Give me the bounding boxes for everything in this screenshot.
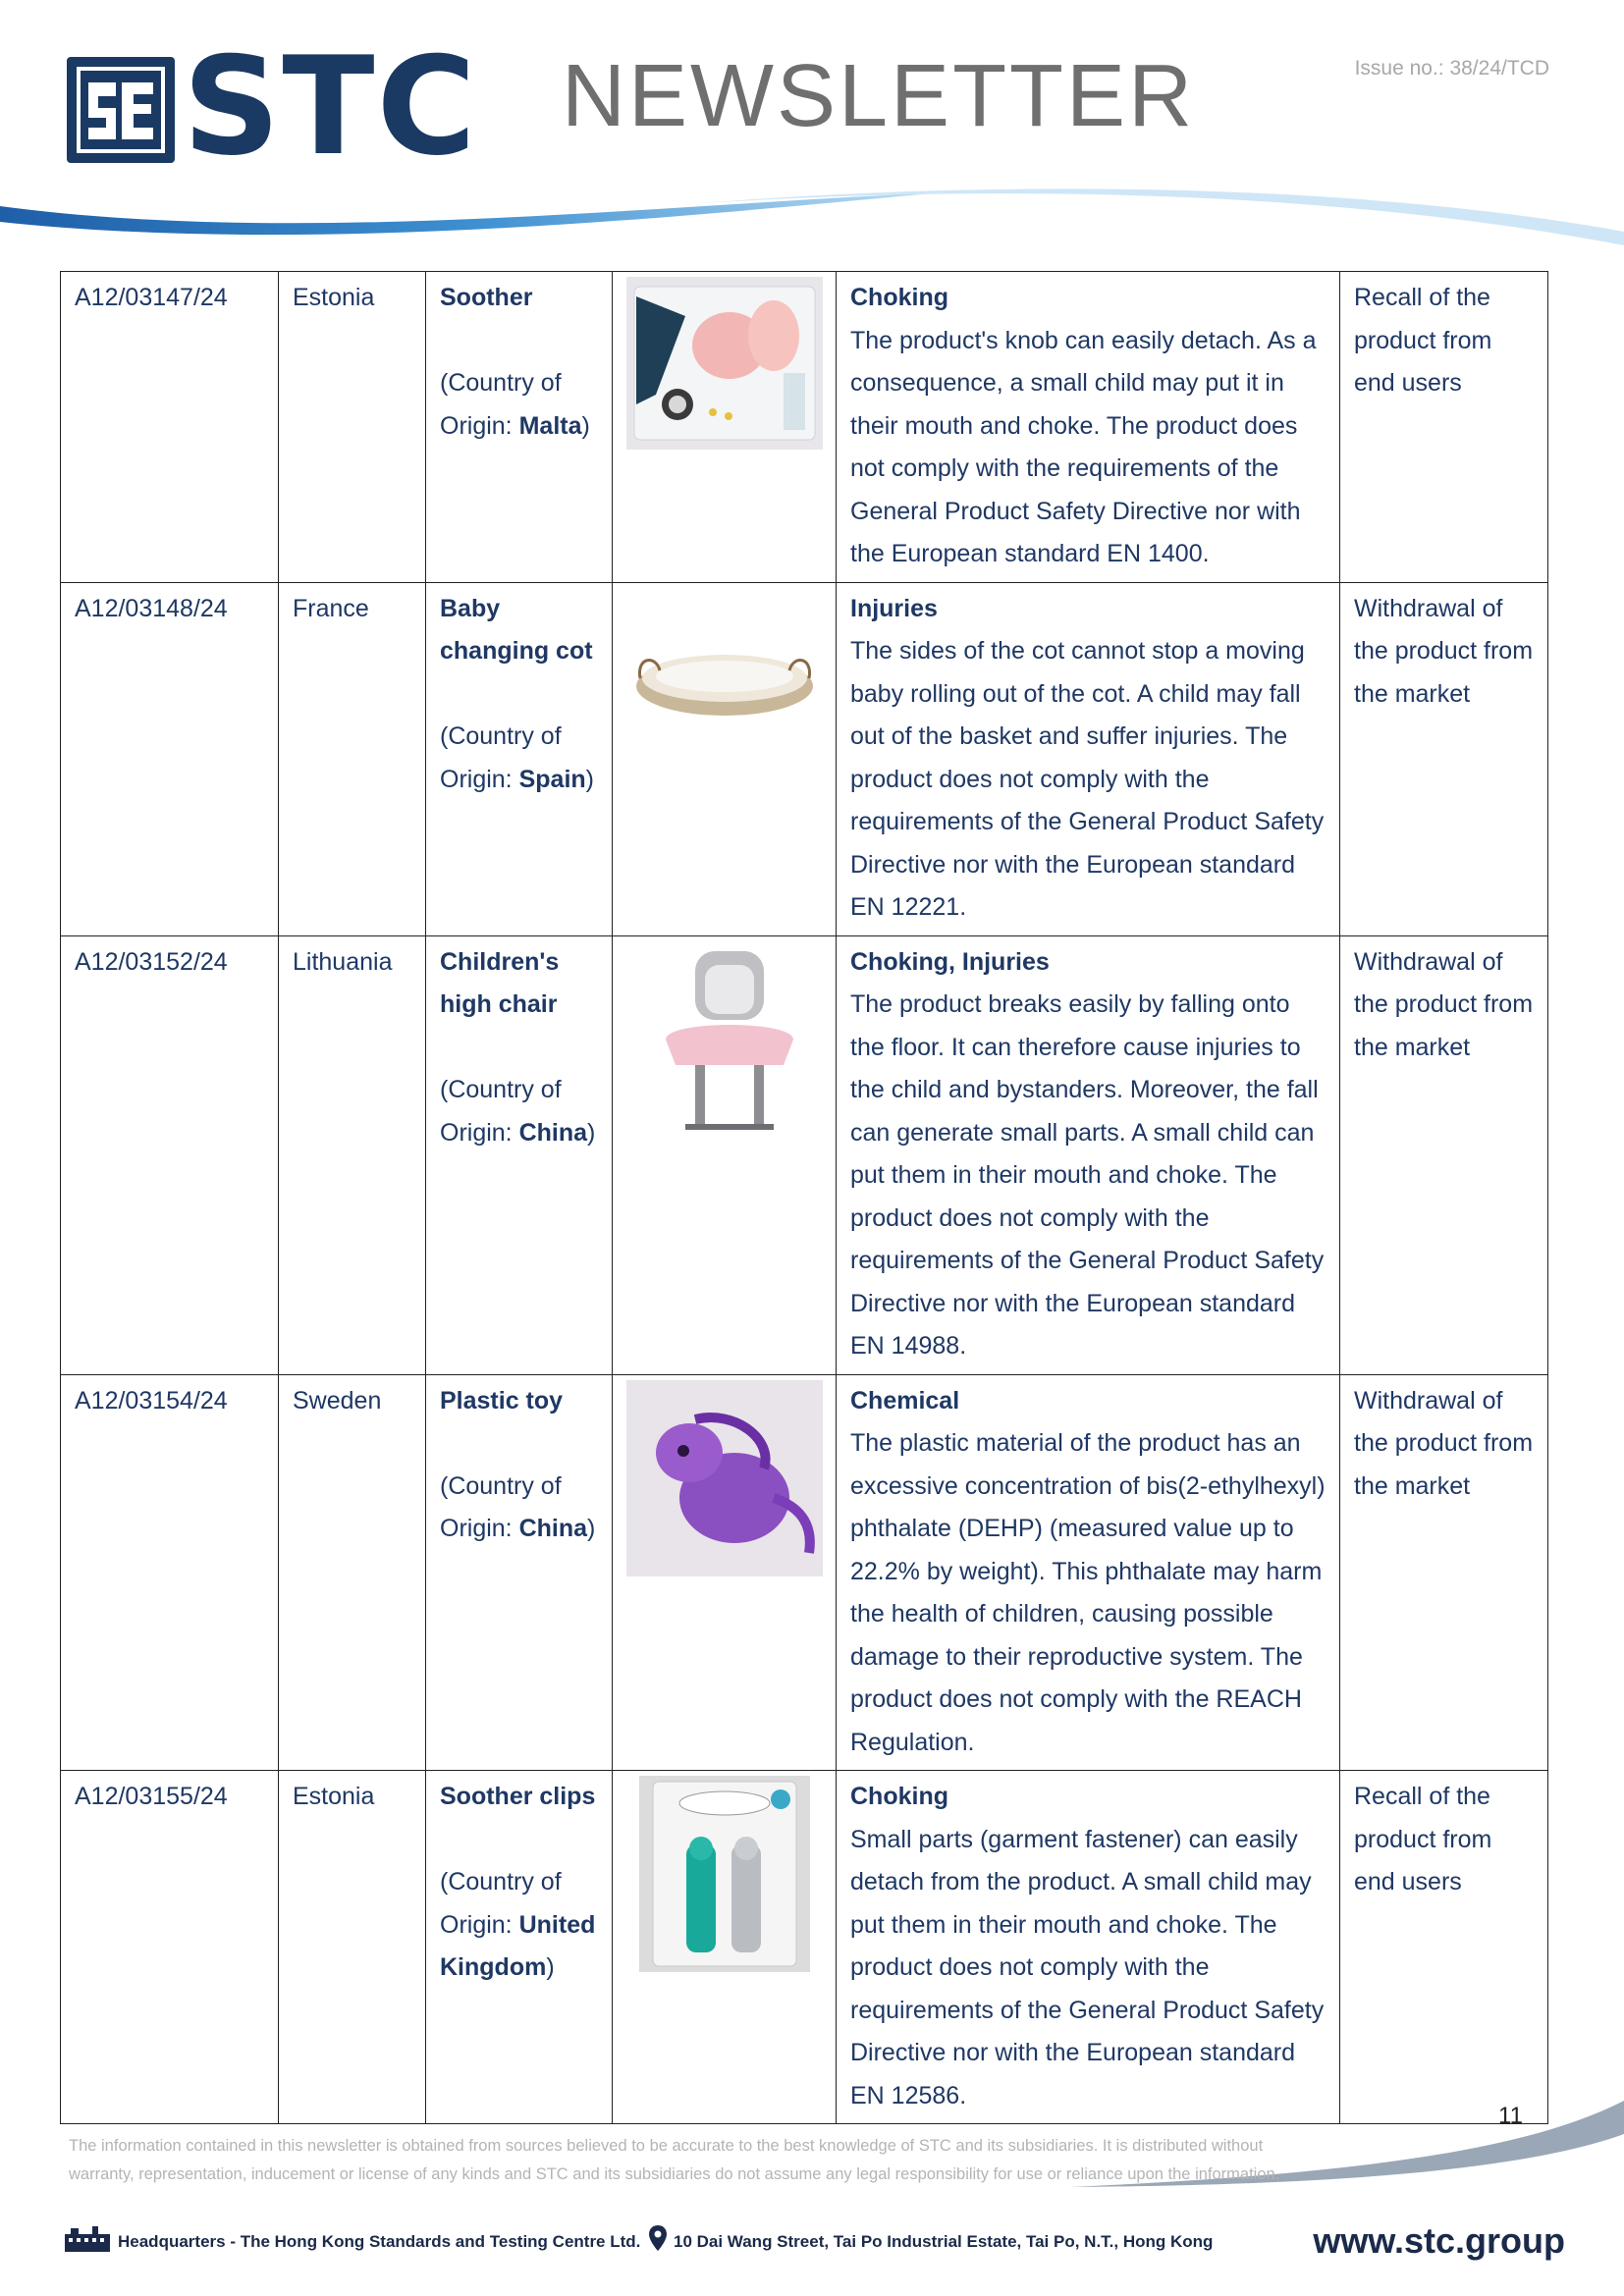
country-of-origin (440, 1861, 598, 1990)
newsletter-title: NEWSLETTER (562, 47, 1196, 145)
stc-logo-text: STC (183, 27, 478, 186)
product-name: Soother (440, 284, 533, 311)
product-name: Soother clips (440, 1783, 596, 1810)
origin-prefix: (Country of Origin: (440, 722, 562, 793)
country-of-origin (440, 1069, 598, 1154)
notifying-country-cell (279, 1771, 426, 2124)
reference-number-cell (61, 582, 279, 935)
measures-cell (1340, 272, 1548, 583)
page-number: 11 (1498, 2103, 1523, 2129)
origin-country: Spain (518, 765, 586, 793)
notifying-country-cell (279, 582, 426, 935)
soother-package-photo (626, 277, 823, 450)
measures-taken: Withdrawal of the product from the market (1354, 947, 1534, 1061)
origin-suffix: ) (546, 1953, 555, 1981)
notifying-country: France (293, 594, 369, 622)
recall-table (60, 271, 1548, 2124)
origin-country: Malta (518, 411, 582, 440)
product-image-cell (613, 1771, 837, 2124)
origin-suffix: ) (585, 765, 594, 793)
location-pin-icon (648, 2224, 668, 2257)
notifying-country: Estonia (293, 284, 375, 311)
risk-type: Choking (850, 284, 948, 311)
measures-cell (1340, 582, 1548, 935)
product-image-cell (613, 272, 837, 583)
risk-cell (837, 272, 1340, 583)
notifying-country-cell (279, 1374, 426, 1771)
product-cell (426, 1771, 613, 2124)
notifying-country: Sweden (293, 1386, 382, 1415)
origin-prefix: (Country of Origin: (440, 1471, 562, 1542)
origin-country: United Kingdom (440, 1910, 596, 1981)
pink-high-chair-photo (626, 941, 823, 1138)
country-of-origin (440, 1466, 598, 1551)
risk-description: The product's knob can easily detach. As a consequence, a small child may put it in their mouth and choke. The product does not comply with the requirements of the General Product Safety Directive nor with the European standard EN 1400. (850, 326, 1317, 567)
address-label: 10 Dai Wang Street, Tai Po Industrial Estate, Tai Po, N.T., Hong Kong (674, 2232, 1214, 2251)
origin-suffix: ) (587, 1515, 596, 1542)
product-image-cell (613, 935, 837, 1374)
soother-clips-package-photo (639, 1776, 810, 1972)
risk-description: Small parts (garment fastener) can easily detach from the product. A small child may put them in their mouth and choke. The product does not comply with the requirements of the General Product Safety Directive nor with the European standard EN 12586. (850, 1825, 1325, 2109)
risk-cell (837, 1374, 1340, 1771)
country-of-origin (440, 716, 598, 801)
table-row (61, 1771, 1548, 2124)
purple-pony-toy-photo (626, 1380, 823, 1576)
reference-number-cell (61, 935, 279, 1374)
product-cell (426, 935, 613, 1374)
risk-type: Choking (850, 1783, 948, 1810)
reference-number: A12/03147/24 (75, 284, 228, 311)
product-name: Baby changing cot (440, 594, 593, 665)
reference-number-cell (61, 1374, 279, 1771)
reference-number: A12/03152/24 (75, 947, 228, 976)
reference-number: A12/03155/24 (75, 1783, 228, 1810)
product-cell (426, 1374, 613, 1771)
origin-prefix: (Country of Origin: (440, 1076, 562, 1147)
origin-suffix: ) (581, 411, 590, 440)
table-row (61, 582, 1548, 935)
risk-cell (837, 935, 1340, 1374)
table-row (61, 272, 1548, 583)
measures-taken: Recall of the product from end users (1354, 284, 1492, 397)
origin-prefix: (Country of Origin: (440, 369, 562, 440)
product-image-cell (613, 1374, 837, 1771)
disclaimer-text: The information contained in this newsletter is obtained from sources believed to be accurate to the best knowledge of STC and its subsidiaries. It is distributed without warranty, representation, inducement or license of any kinds and STC and its subsidiaries do not assume any legal responsibility for use or reliance upon the information. (69, 2137, 1280, 2183)
website-link[interactable]: www.stc.group (1313, 2220, 1565, 2261)
building-icon (63, 2224, 112, 2259)
table-row (61, 935, 1548, 1374)
risk-cell (837, 582, 1340, 935)
risk-type: Injuries (850, 594, 938, 622)
risk-type: Choking, Injuries (850, 947, 1050, 976)
risk-description: The product breaks easily by falling onto the floor. It can therefore cause injuries to the child and bystanders. Moreover, the fall can generate small parts. A small child can put them in their mouth and choke. The product does not comply with the requirements of the General Product Safety Directive nor with the European standard EN 14988. (850, 990, 1325, 1360)
origin-country: China (518, 1118, 588, 1147)
measures-cell (1340, 935, 1548, 1374)
notifying-country: Lithuania (293, 947, 393, 976)
product-name: Children's high chair (440, 947, 560, 1018)
spacer (440, 673, 598, 717)
reference-number: A12/03148/24 (75, 594, 228, 622)
reference-number-cell (61, 1771, 279, 2124)
product-image-cell (613, 582, 837, 935)
risk-type: Chemical (850, 1386, 960, 1415)
table-row (61, 1374, 1548, 1771)
spacer (440, 1819, 598, 1862)
measures-taken: Withdrawal of the product from the market (1354, 1386, 1534, 1500)
measures-cell (1340, 1374, 1548, 1771)
reference-number-cell (61, 272, 279, 583)
product-name: Plastic toy (440, 1386, 564, 1415)
origin-country: China (518, 1515, 588, 1542)
product-cell (426, 272, 613, 583)
product-cell (426, 582, 613, 935)
country-of-origin (440, 362, 598, 448)
measures-taken: Withdrawal of the product from the market (1354, 594, 1534, 708)
origin-suffix: ) (587, 1118, 596, 1147)
risk-cell (837, 1771, 1340, 2124)
reference-number: A12/03154/24 (75, 1386, 228, 1415)
origin-prefix: (Country of Origin: (440, 1868, 562, 1939)
notifying-country: Estonia (293, 1783, 375, 1810)
notifying-country-cell (279, 935, 426, 1374)
issue-number: Issue no.: 38/24/TCD (1354, 57, 1549, 80)
risk-description: The sides of the cot cannot stop a moving baby rolling out of the cot. A child may fall out of the basket and suffer injuries. The product does not comply with the requirements of the General Product Safety Directive nor with the European standard EN 12221. (850, 637, 1325, 921)
spacer (440, 320, 598, 363)
measures-cell (1340, 1771, 1548, 2124)
notifying-country-cell (279, 272, 426, 583)
stc-logo-mark (67, 57, 175, 163)
headquarters-label: Headquarters - The Hong Kong Standards and Testing Centre Ltd. (118, 2232, 641, 2251)
header-swoosh-decoration (0, 177, 1624, 255)
risk-description: The plastic material of the product has an excessive concentration of bis(2-ethylhexyl) phthalate (DEHP) (measured value up to 22.2% by weight). This phthalate may harm the health of children, causing possible damage to their reproductive system. The product does not comply with the REACH Regulation. (850, 1429, 1326, 1756)
measures-taken: Recall of the product from end users (1354, 1783, 1492, 1896)
spacer (440, 1027, 598, 1070)
baby-changing-basket-photo (626, 588, 823, 761)
footer-contact-bar (63, 2220, 1565, 2260)
spacer (440, 1422, 598, 1466)
